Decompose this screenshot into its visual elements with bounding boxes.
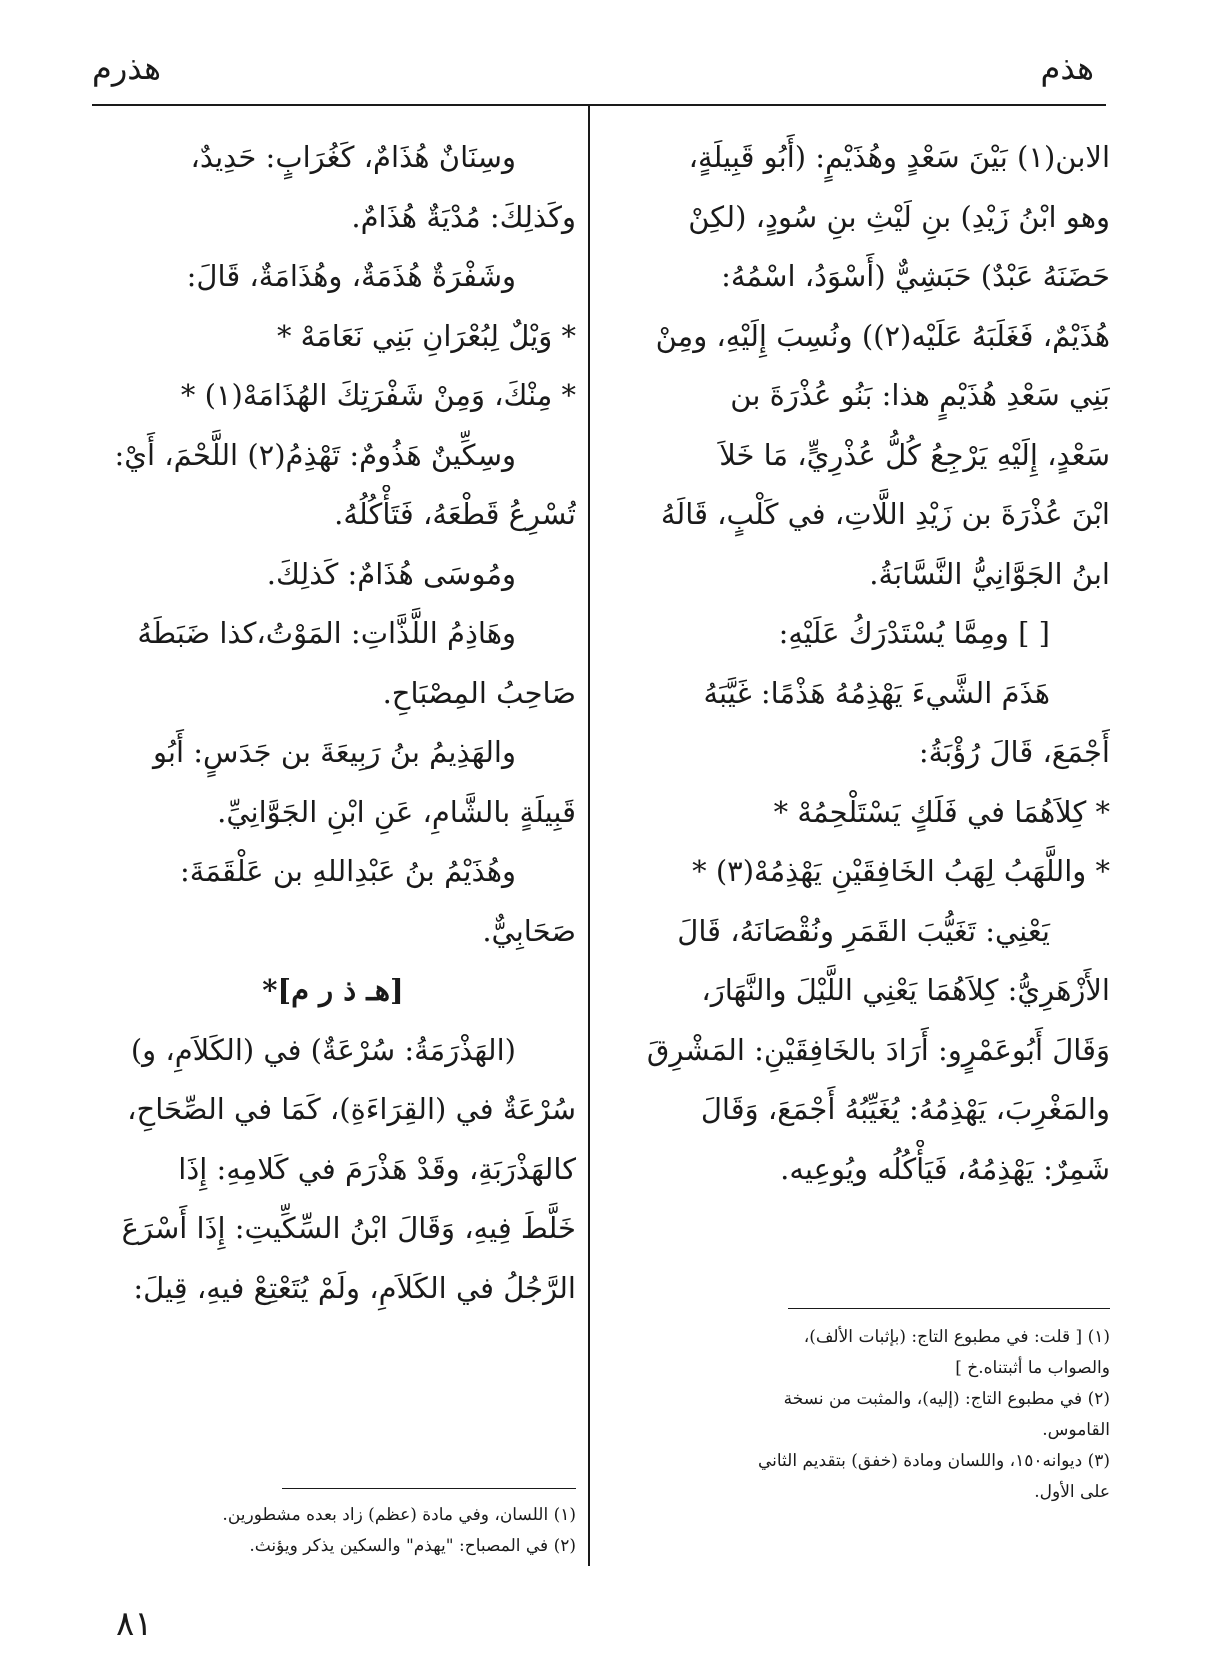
entry-heading: [هـ ذ ر م]* [262,973,404,1007]
text-line: يَعْنِي: تَغَيُّبَ القَمَرِ ونُقْصَانَهُ، قَالَ [677,913,1050,948]
text-line: ومُوسَى هُذَامٌ: كَذلِكَ. [266,556,516,591]
footnotes-right [600,1322,1110,1508]
text-line: وَقَالَ أَبُوعَمْرٍو: أَرَادَ بالخَافِقَيْنِ: المَشْرِقَ [646,1032,1110,1067]
text-line: سَعْدٍ، إِلَيْهِ يَرْجِعُ كُلُّ عُذْرِيٍّ، مَا خَلاَ [719,437,1110,472]
text-line: قَبِيلَةٍ بالشَّامِ، عَنِ ابْنِ الجَوَّانِيِّ. [217,794,576,829]
text-line: الأَزْهَرِيُّ: كِلاَهُمَا يَعْنِي اللَّيْلَ والنَّهَارَ، [701,973,1110,1007]
text-line: (الهَذْرَمَةُ: سُرْعَةٌ) في (الكَلاَمِ، و) [130,1032,516,1067]
footnote-rule-right [788,1308,1110,1309]
text-line: وسِكِّينٌ هَذُومٌ: تَهْذِمُ(٢) اللَّحْمَ، أَيْ: [114,437,516,472]
text-line: سُرْعَةٌ في (القِرَاءَةِ)، كَمَا في الصِّحَاحِ، [127,1092,576,1126]
text-line: ابنُ الجَوَّانِيُّ النَّسَّابَةُ. [869,556,1110,591]
text-line: صَحَابِيٌّ. [482,913,576,948]
text-line: ابْنَ عُذْرَةَ بن زَيْدِ اللَّاتِ، في كَلْبٍ، قَالَهُ [660,497,1110,531]
text-line: الرَّجُلُ في الكَلاَمِ، ولَمْ يُتَعْتِعْ فيهِ، قِيلَ: [133,1270,576,1305]
text-line: هَذَمَ الشَّيءَ يَهْذِمُهُ هَذْمًا: غَيَّبَهُ [703,675,1050,710]
text-line: وهُذَيْمُ بنُ عَبْدِاللهِ بن عَلْقَمَةَ: [179,854,516,888]
footnote-line: (١) [ قلت: في مطبوع التاج: (بإثبات الألف)، [803,1327,1110,1347]
right-column [600,128,1110,1199]
text-line: أَجْمَعَ، قَالَ رُؤْبَةُ: [918,735,1110,769]
text-line: بَنِي سَعْدِ هُذَيْمٍ هذا: بَنُو عُذْرَةَ بن [730,378,1110,412]
text-line: والهَذِيمُ بنُ رَبِيعَةَ بن جَدَسٍ: أَبُو [152,735,516,769]
footnote-line: القاموس. [1042,1420,1110,1440]
text-line: شَمِرٌ: يَهْذِمُهُ، فَيَأْكُلُه ويُوعِيه. [780,1151,1110,1186]
verse-line: * واللَّهَبُ لِهَبُ الخَافِقَيْنِ يَهْذِمُهْ(٣) * [692,854,1110,888]
text-line: صَاحِبُ المِصْبَاحِ. [382,675,576,710]
text-line: خَلَّطَ فِيهِ، وَقَالَ ابْنُ السِّكِّيتِ: إِذَا أَسْرَعَ [121,1211,576,1245]
text-line: تُسْرِعُ قَطْعَهُ، فَتَأْكُلُهُ. [334,497,576,531]
text-line: والمَغْرِبَ، يَهْذِمُهُ: يُغَيِّبُهُ أَجْمَعَ، وَقَالَ [700,1092,1110,1126]
running-head-left: هذرم [92,49,161,87]
footnote-line: (٣) ديوانه١٥٠، واللسان ومادة (خفق) بتقديم الثاني [757,1451,1110,1471]
footnote-line: (٢) في مطبوع التاج: (إليه)، والمثبت من نسخة [783,1389,1110,1409]
column-divider [588,104,590,1566]
footnote-line: (٢) في المصباح: "يهذم" والسكين يذكر ويؤنث. [249,1536,576,1556]
footnote-line: والصواب ما أثبتناه.خ ] [955,1358,1110,1378]
text-line: وهو ابْنُ زَيْدِ) بنِ لَيْثِ بنِ سُودٍ، (لكِنْ [688,199,1110,234]
left-column [90,128,576,1318]
text-line: وسِنَانٌ هُذَامٌ، كَغُرَابٍ: حَدِيدٌ، [190,140,516,174]
text-line: حَضَنَهُ عَبْدٌ) حَبَشِيٌّ (أَسْوَدُ، اسْمُهُ: [721,259,1110,293]
footnote-line: (١) اللسان، وفي مادة (عظم) زاد بعده مشطورين. [222,1505,576,1525]
header-rule [92,104,1106,106]
verse-line: * وَيْلٌ لِبُعْرَانِ بَنِي نَعَامَهْ * [276,318,576,353]
text-line: الابن(١) بَيْنَ سَعْدٍ وهُذَيْمٍ: (أَبُو قَبِيلَةٍ، [688,140,1110,174]
footnote-line: على الأول. [1034,1482,1110,1502]
text-line: وكَذلِكَ: مُدْيَةٌ هُذَامٌ. [351,199,576,234]
running-head-right: هذم [1040,49,1094,87]
footnote-rule-left [282,1488,576,1489]
text-line: [ ] ومِمَّا يُسْتَدْرَكُ عَلَيْهِ: [778,616,1050,650]
text-line: كالهَذْرَبَةِ، وقَدْ هَذْرَمَ في كَلامِهِ: إِذَا [178,1151,576,1186]
page-number: ٨١ [116,1604,153,1644]
verse-line: * كِلاَهُمَا في فَلَكٍ يَسْتَلْحِمُهْ * [773,794,1110,829]
text-line: وهَاذِمُ اللَّذَّاتِ: المَوْتُ،كذا ضَبَطَهُ [137,616,516,650]
footnotes-left [90,1500,576,1562]
verse-line: * مِنْكَ، وَمِنْ شَفْرَتِكَ الهُذَامَهْ(١) * [180,378,576,412]
text-line: وشَفْرَةٌ هُذَمَةٌ، وهُذَامَةٌ، قَالَ: [186,259,516,293]
text-line: هُذَيْمٌ، فَغَلَبَهُ عَلَيْه(٢)) ونُسِبَ إِلَيْهِ، ومِنْ [655,318,1110,353]
